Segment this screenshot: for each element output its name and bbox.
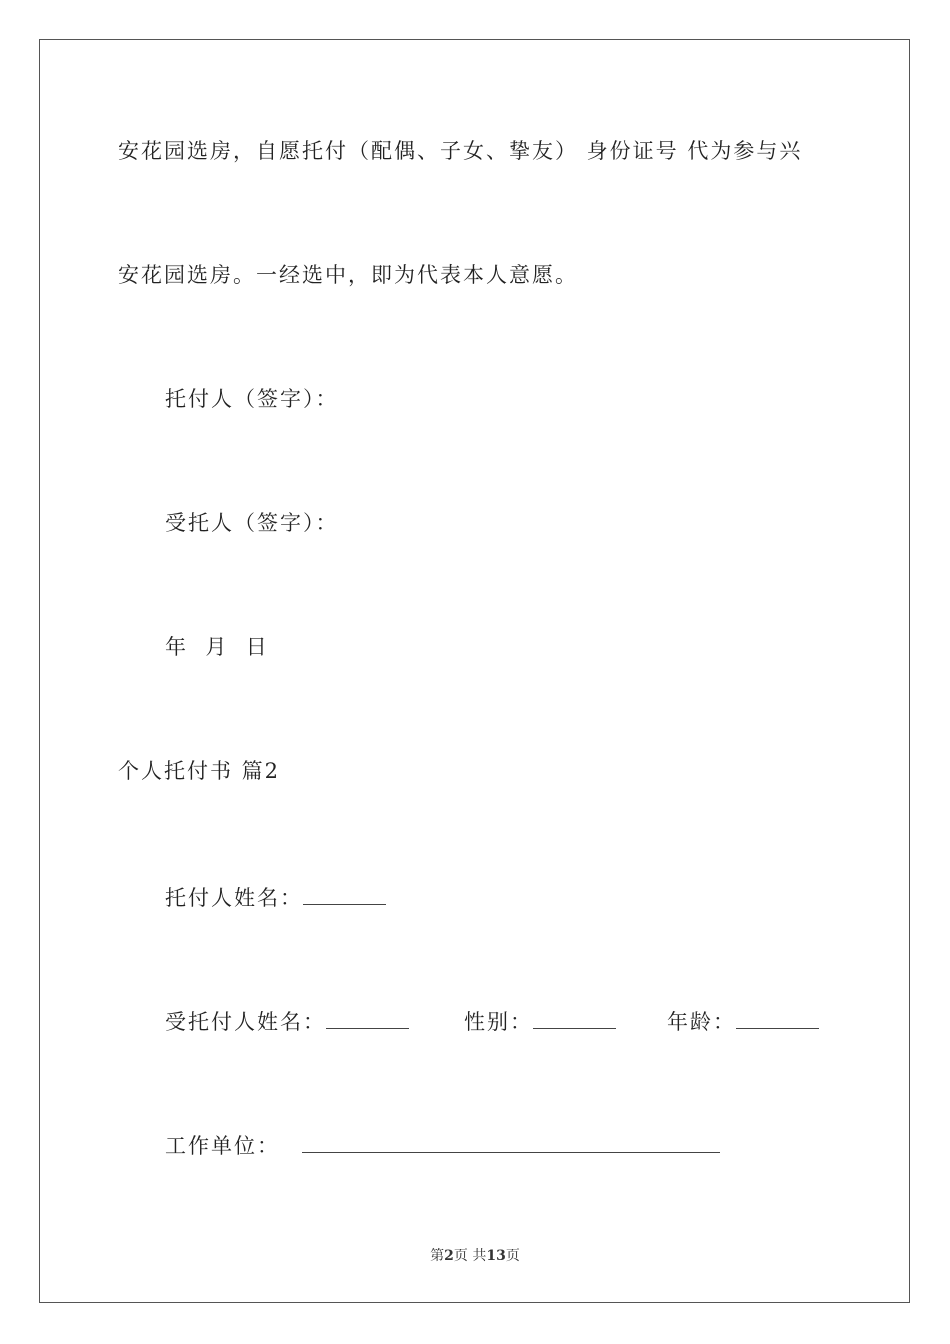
principal-name-label: 托付人姓名： bbox=[165, 886, 303, 910]
agent-info-row bbox=[165, 1008, 409, 1035]
footer-page-suffix: 页 bbox=[505, 1248, 520, 1264]
paragraph-line-1: 安花园选房，自愿托付（配偶、子女、挚友） 身份证号 代为参与兴 bbox=[118, 139, 803, 163]
footer-page-prefix: 第 bbox=[430, 1248, 445, 1264]
gender-label: 性别： bbox=[464, 1010, 533, 1034]
date-line: 年 月 日 bbox=[165, 635, 269, 659]
principal-name-blank[interactable] bbox=[303, 884, 386, 905]
gender-row bbox=[464, 1008, 616, 1035]
principal-signature-label: 托付人（签字）： bbox=[165, 387, 339, 411]
footer-page-number: 2 bbox=[444, 1248, 454, 1264]
page-border bbox=[39, 39, 910, 1303]
paragraph-line-2: 安花园选房。一经选中，即为代表本人意愿。 bbox=[118, 263, 578, 287]
principal-name-row bbox=[165, 884, 386, 911]
age-blank[interactable] bbox=[736, 1008, 819, 1029]
footer-page-mid: 页 共 bbox=[453, 1248, 487, 1264]
age-label: 年龄： bbox=[667, 1010, 736, 1034]
gender-blank[interactable] bbox=[533, 1008, 616, 1029]
agent-name-blank[interactable] bbox=[326, 1008, 409, 1029]
agent-signature-label: 受托人（签字）： bbox=[165, 511, 339, 535]
footer-total-pages: 13 bbox=[486, 1248, 506, 1264]
age-row bbox=[667, 1008, 819, 1035]
workplace-row bbox=[165, 1132, 720, 1159]
agent-name-label: 受托付人姓名： bbox=[165, 1010, 326, 1034]
workplace-blank[interactable] bbox=[302, 1132, 720, 1153]
section-title: 个人托付书 篇2 bbox=[118, 759, 281, 783]
workplace-label: 工作单位： bbox=[165, 1134, 280, 1158]
page-footer bbox=[0, 1246, 950, 1266]
